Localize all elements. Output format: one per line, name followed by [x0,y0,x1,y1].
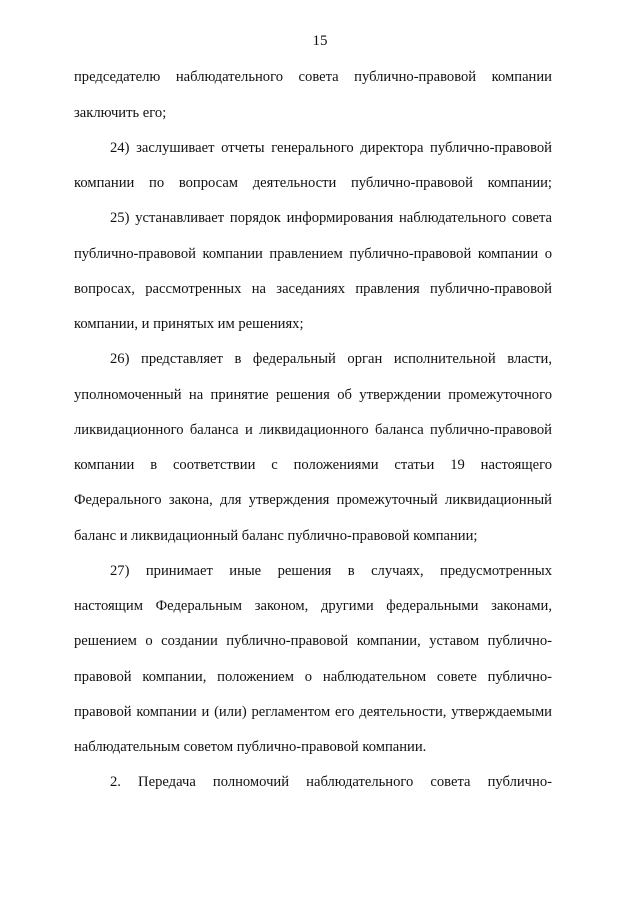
text-line: председателю наблюдательного совета публично-правовой компании [74,69,552,85]
item-25-start: 25) устанавливает порядок информирования наблюдательного совета [110,210,552,226]
text-line: заключить его; [74,105,167,121]
text-line: баланс и ликвидационный баланс публично-правовой компании; [74,528,478,544]
text-line: компании, и принятых им решениях; [74,316,304,332]
text-line: компании в соответствии с положениями статьи 19 настоящего [74,457,552,473]
text-line: наблюдательным советом публично-правовой компании. [74,739,427,755]
text-line: Федерального закона, для утверждения промежуточный ликвидационный [74,492,552,508]
item-27-start: 27) принимает иные решения в случаях, предусмотренных [110,563,552,579]
text-line: ликвидационного баланса и ликвидационного баланса публично-правовой [74,422,552,438]
clause-2-start: 2. Передача полномочий наблюдательного совета публично- [110,774,552,790]
text-line: вопросах, рассмотренных на заседаниях правления публично-правовой [74,281,552,297]
text-line: правовой компании и (или) регламентом его деятельности, утверждаемыми [74,704,552,720]
text-line: решением о создании публично-правовой компании, уставом публично- [74,633,552,649]
item-24-start: 24) заслушивает отчеты генерального директора публично-правовой [110,140,552,156]
text-line: уполномоченный на принятие решения об утверждении промежуточного [74,387,552,403]
page-number: 15 [312,33,328,49]
item-26-start: 26) представляет в федеральный орган исполнительной власти, [110,351,552,367]
text-line: настоящим Федеральным законом, другими федеральными законами, [74,598,552,614]
text-line: публично-правовой компании правлением публично-правовой компании о [74,246,552,262]
text-line: компании по вопросам деятельности публично-правовой компании; [74,175,552,191]
text-line: правовой компании, положением о наблюдательном совете публично- [74,669,552,685]
